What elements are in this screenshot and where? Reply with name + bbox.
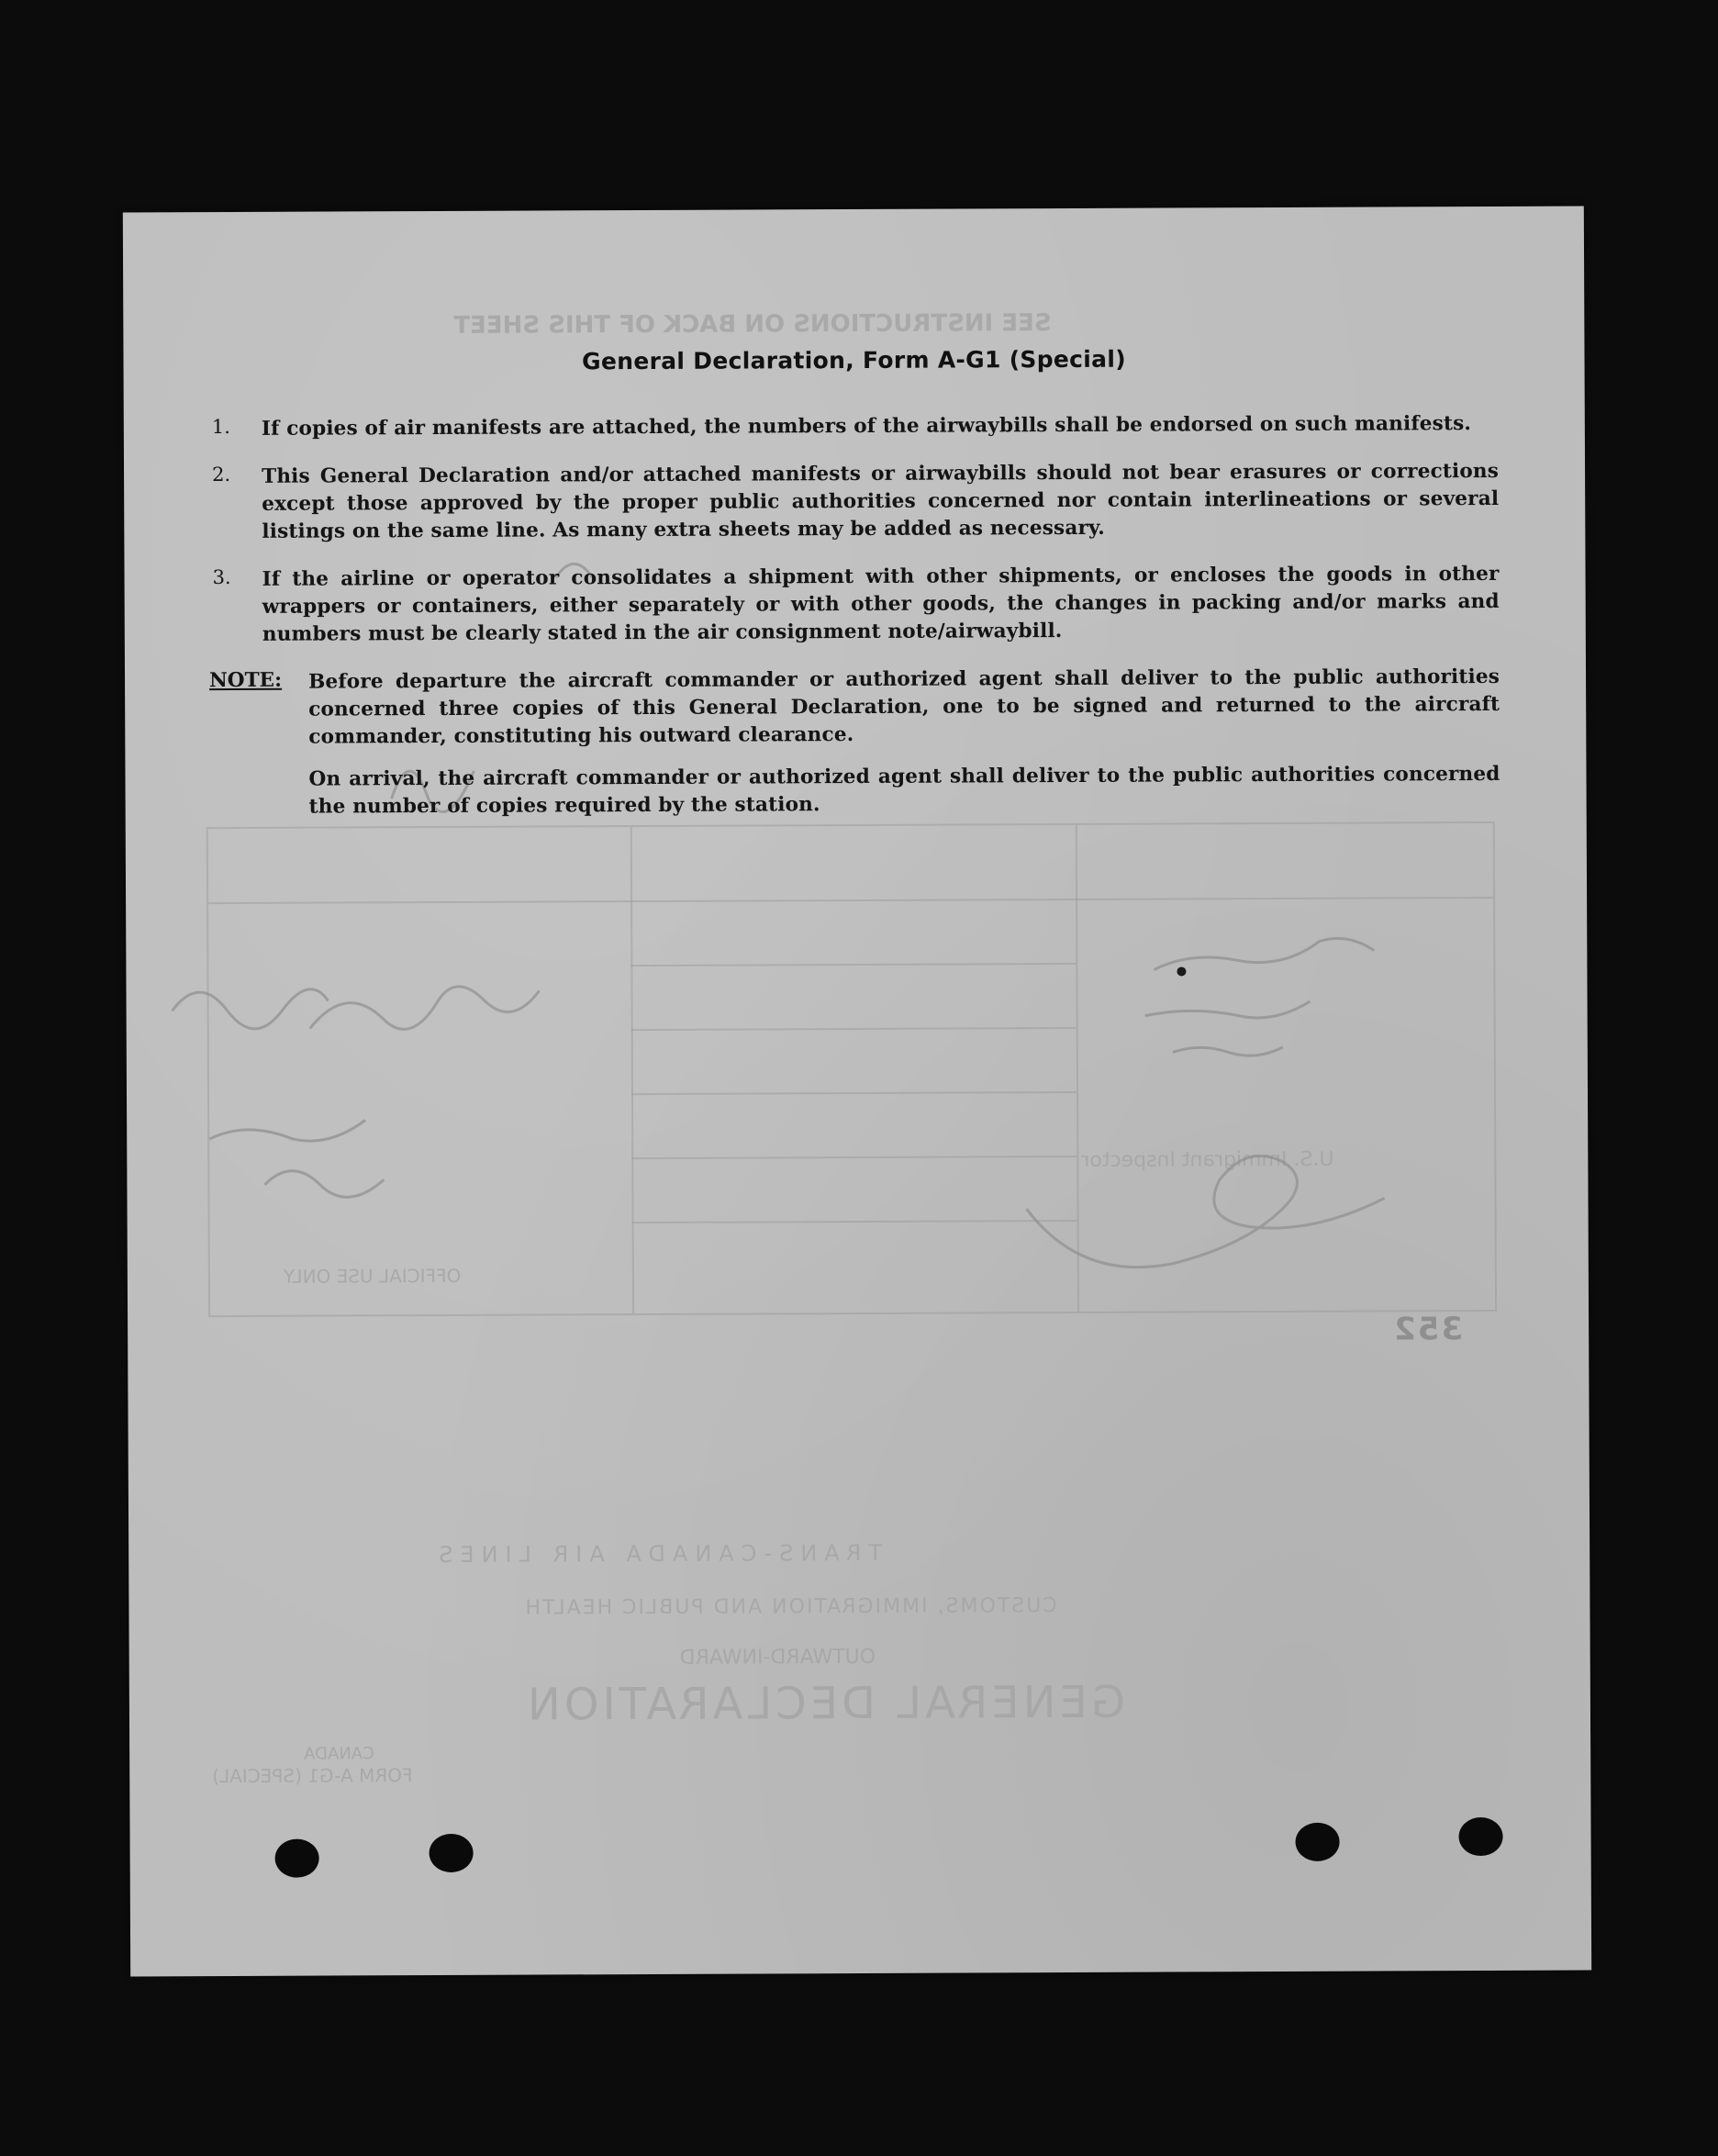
- punch-hole: [430, 1834, 474, 1872]
- bleed-through-heading: GENERAL DECLARATION: [523, 1676, 1126, 1731]
- instruction-text: If copies of air manifests are attached, the numbers of the airwaybills shall be endorsed on such manifests.: [261, 412, 1472, 441]
- bleed-through-official: OFFICIAL USE ONLY: [283, 1264, 462, 1288]
- bleed-through-form: FORM A-G1 (SPECIAL): [212, 1764, 413, 1788]
- bleed-through-top: SEE INSTRUCTIONS ON BACK OF THIS SHEET: [453, 309, 1052, 340]
- instruction-number: 1.: [211, 415, 230, 439]
- note-label: NOTE:: [208, 668, 283, 693]
- note-paragraph: On arrival, the aircraft commander or authorized agent shall deliver to the public authorities concerned the number of copies required by the station.: [308, 762, 1500, 819]
- punch-hole: [1458, 1817, 1502, 1856]
- bleed-through-inspector: U.S. Immigrant Inspector: [1081, 1147, 1334, 1172]
- instruction-item: [208, 458, 1499, 546]
- instruction-number: 3.: [212, 565, 231, 589]
- punch-hole: [1295, 1823, 1339, 1861]
- bleed-through-customs: CUSTOMS, IMMIGRATION AND PUBLIC HEALTH: [523, 1594, 1057, 1620]
- note-paragraph: Before departure the aircraft commander or authorized agent shall deliver to the public authorities concerned three copies of this General Declaration, one to be signed and returned to the aircraft commander, constituting his outward clearance.: [307, 665, 1500, 749]
- page-title: General Declaration, Form A-G1 (Special): [582, 345, 1126, 375]
- instruction-text: This General Declaration and/or attached manifests or airwaybills should not bear erasures or corrections except those approved by the proper public authorities concerned nor contain interlineations or several listings on the same line. As many extra sheets may be added as necessary.: [262, 459, 1500, 543]
- instruction-text: If the airline or operator consolidates a shipment with other shipments, or encloses the goods in other wrappers or containers, either separately or with other goods, the changes in packing and/or marks and numbers must be clearly stated in the air consignment note/airwaybill.: [262, 562, 1500, 646]
- bleed-through-canada: CANADA: [304, 1744, 374, 1764]
- instruction-item: [208, 410, 1499, 443]
- bleed-through-operator: TRANS-CANADA AIR LINES: [431, 1539, 883, 1569]
- bleed-through-outward: OUTWARD-INWARD: [679, 1645, 876, 1670]
- instruction-number: 2.: [212, 463, 231, 486]
- page-stamp-number: 352: [1392, 1311, 1464, 1348]
- instruction-item: [208, 561, 1499, 649]
- instructions-list: [208, 410, 1500, 836]
- document-page: [123, 207, 1591, 1977]
- punch-hole: [275, 1839, 319, 1878]
- note-block: [209, 664, 1500, 821]
